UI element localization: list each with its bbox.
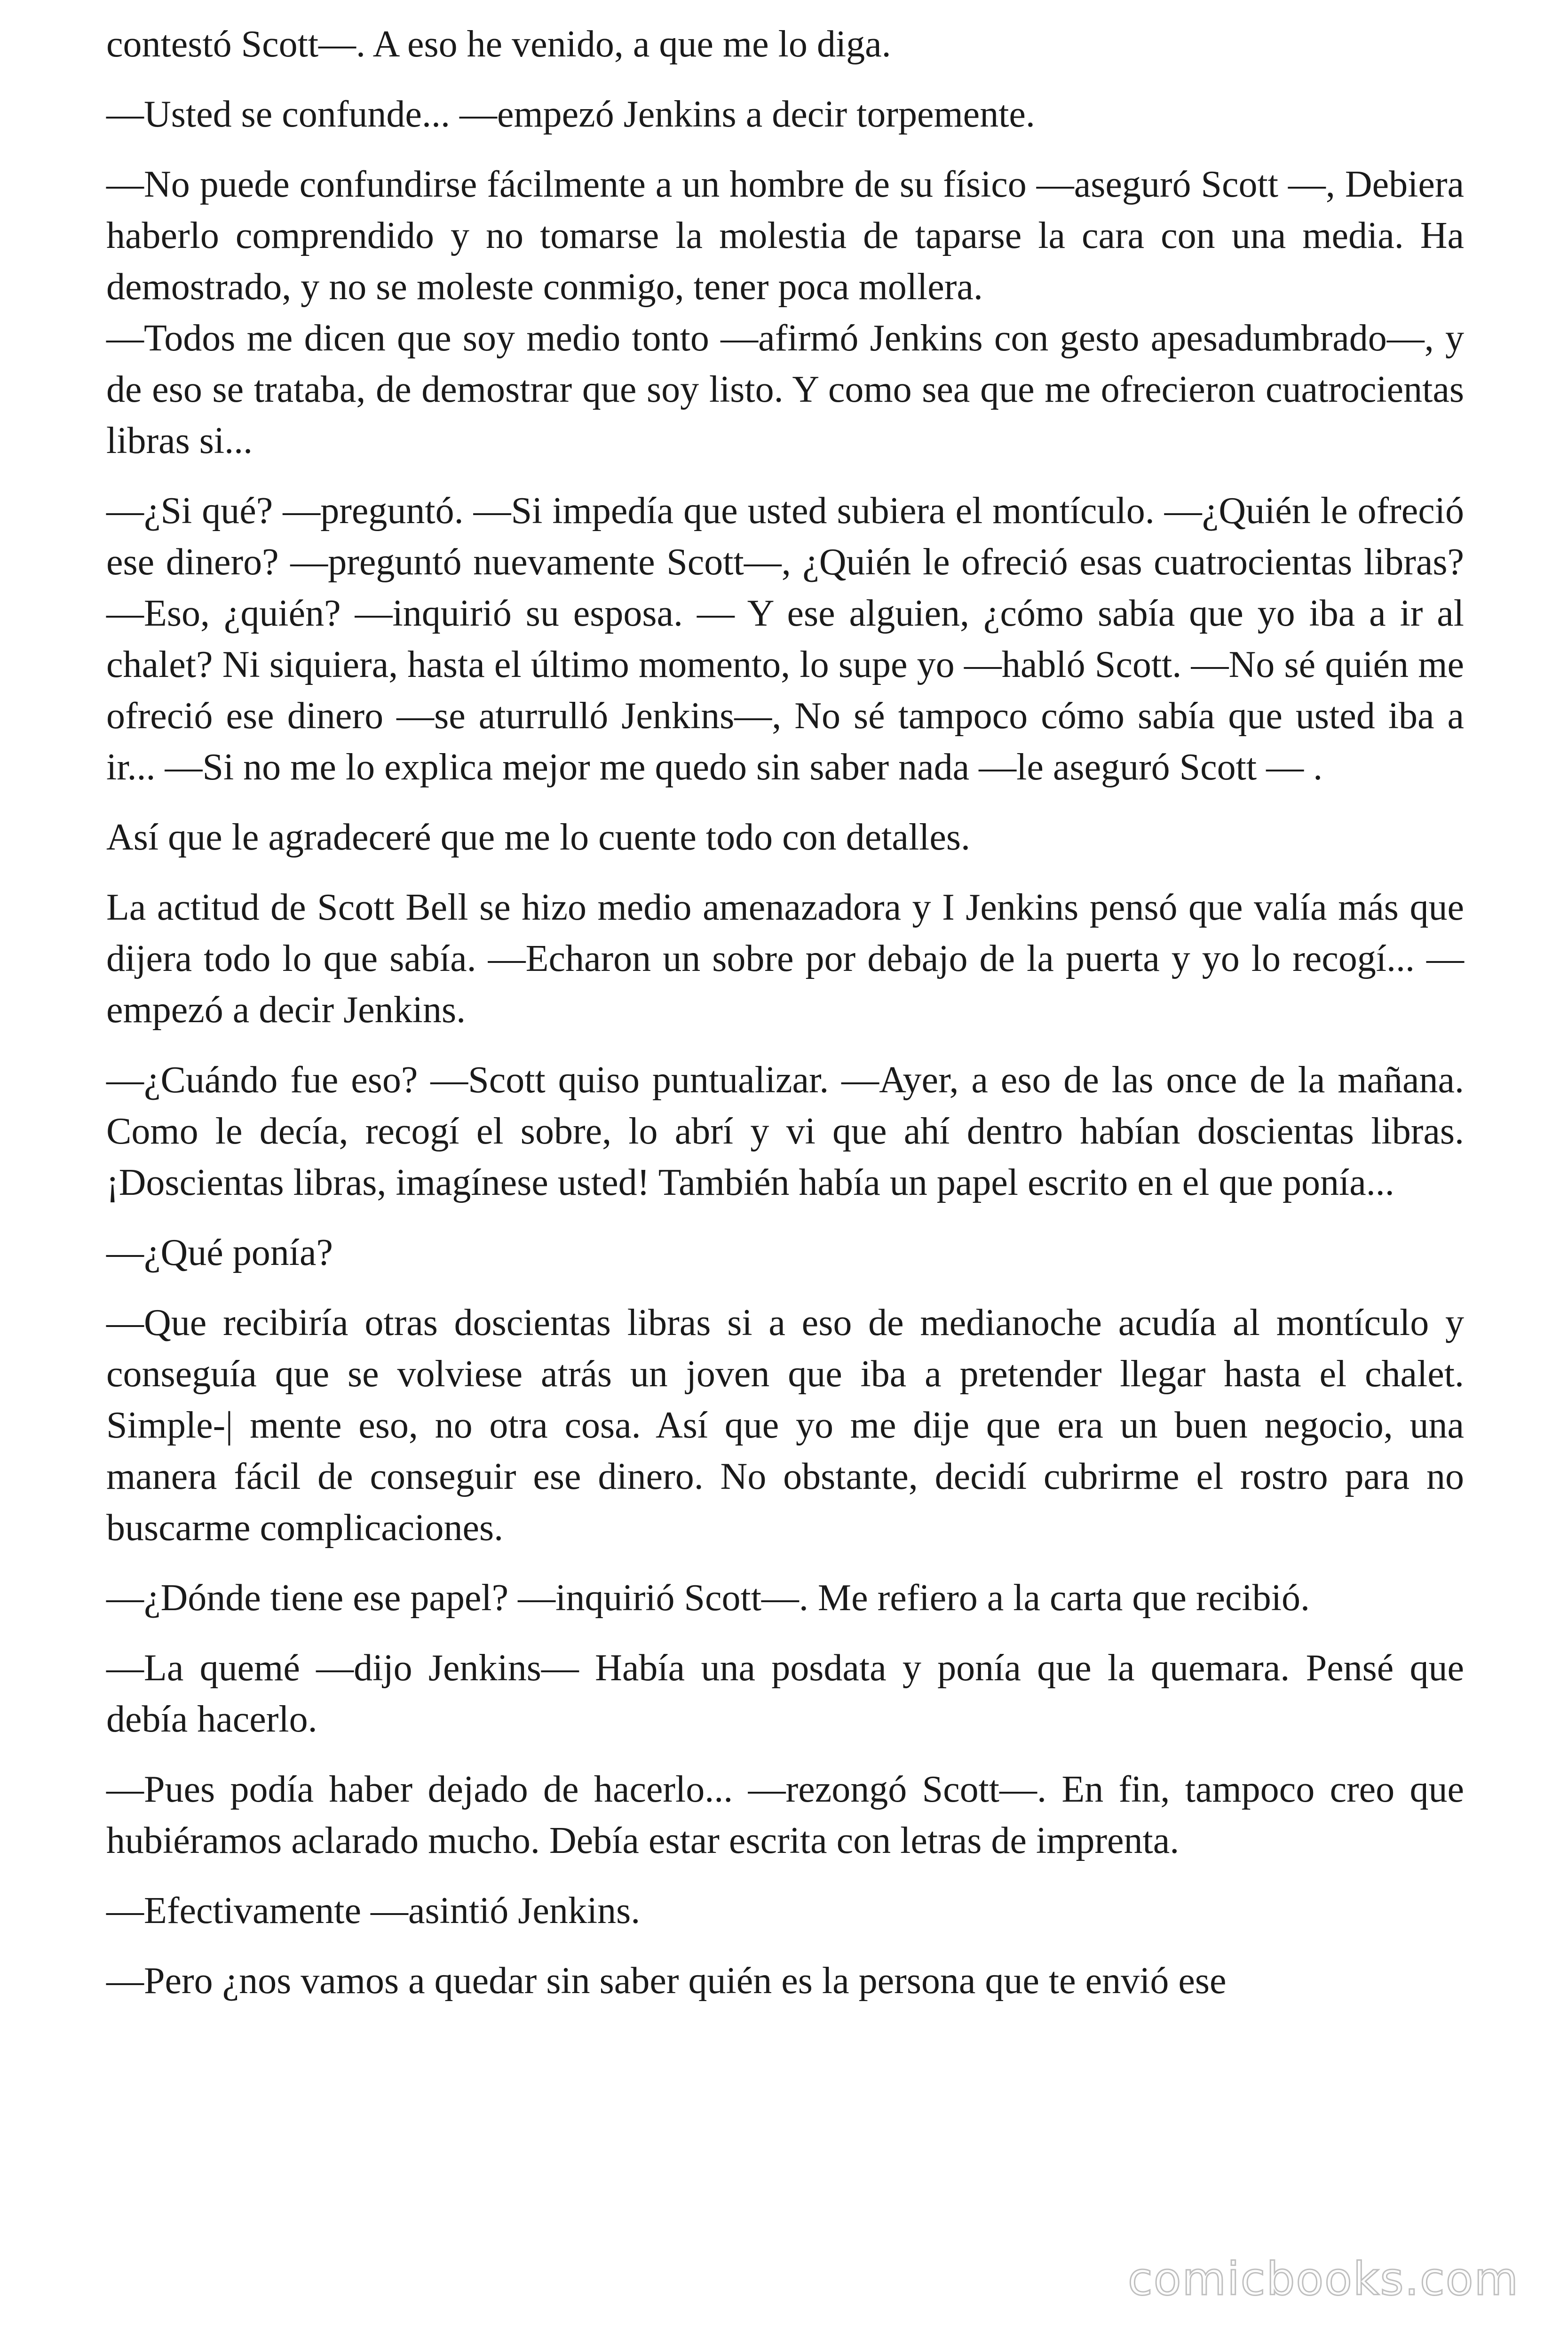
paragraph-6: Así que le agradeceré que me lo cuente todo con detalles.: [106, 817, 970, 858]
paragraph-13: —Pues podía haber dejado de hacerlo... —rezongó Scott—. En fin, tampoco creo que hubiéramos aclarado mucho. Debía estar escrita con letras de imprenta.: [106, 1769, 1464, 1861]
paragraph-7: La actitud de Scott Bell se hizo medio amenazadora y I Jenkins pensó que valía más que dijera todo lo que sabía. —Echaron un sobre por debajo de la puerta y yo lo recogí... —empezó a decir Jenkins.: [106, 887, 1464, 1031]
paragraph-10: —Que recibiría otras doscientas libras si a eso de medianoche acudía al montículo y conseguía que se volviese atrás un joven que iba a pretender llegar hasta el chalet. Simple-| mente eso, no otra cosa. Así que yo me dije que era un buen negocio, una manera fácil de conseguir ese dinero. No obstante, decidí cubrirme el rostro para no buscarme complicaciones.: [106, 1302, 1464, 1549]
paragraph-8: —¿Cuándo fue eso? —Scott quiso puntualizar. —Ayer, a eso de las once de la mañana. Como le decía, recogí el sobre, lo abrí y vi que ahí dentro habían doscientas libras. ¡Doscientas libras, imagínese usted! También había un papel escrito en el que ponía...: [106, 1059, 1464, 1203]
paragraph-4: —Todos me dicen que soy medio tonto —afirmó Jenkins con gesto apesadumbrado—, y de eso se trataba, de demostrar que soy listo. Y como sea que me ofrecieron cuatrocientas libras si...: [106, 318, 1464, 461]
paragraph-15: —Pero ¿nos vamos a quedar sin saber quién es la persona que te envió ese: [106, 1960, 1227, 2002]
paragraph-11: —¿Dónde tiene ese papel? —inquirió Scott—. Me refiero a la carta que recibió.: [106, 1577, 1310, 1619]
paragraph-9: —¿Qué ponía?: [106, 1232, 333, 1273]
watermark: comicbooks.com: [1127, 2253, 1519, 2305]
paragraph-12: —La quemé —dijo Jenkins— Había una posdata y ponía que la quemara. Pensé que debía hacerlo.: [106, 1647, 1464, 1740]
paragraph-3: —No puede confundirse fácilmente a un hombre de su físico —aseguró Scott —, Debiera haberlo comprendido y no tomarse la molestia de taparse la cara con una media. Ha demostrado, y no se moleste conmigo, tener poca mollera.: [106, 164, 1464, 308]
paragraph-5: —¿Si qué? —preguntó. —Si impedía que usted subiera el montículo. —¿Quién le ofreció ese dinero? —preguntó nuevamente Scott—, ¿Quién le ofreció esas cuatrocientas libras? —Eso, ¿quién? —inquirió su esposa. — Y ese alguien, ¿cómo sabía que yo iba a ir al chalet? Ni siquiera, hasta el último momento, lo supe yo —habló Scott. —No sé quién me ofreció ese dinero —se aturrulló Jenkins—, No sé tampoco cómo sabía que usted iba a ir... —Si no me lo explica mejor me quedo sin saber nada —le aseguró Scott — .: [106, 490, 1464, 788]
paragraph-2: —Usted se confunde... —empezó Jenkins a decir torpemente.: [106, 94, 1035, 135]
paragraph-1: contestó Scott—. A eso he venido, a que me lo diga.: [106, 24, 891, 65]
paragraph-14: —Efectivamente —asintió Jenkins.: [106, 1890, 641, 1931]
document-page: [106, 19, 1464, 2026]
